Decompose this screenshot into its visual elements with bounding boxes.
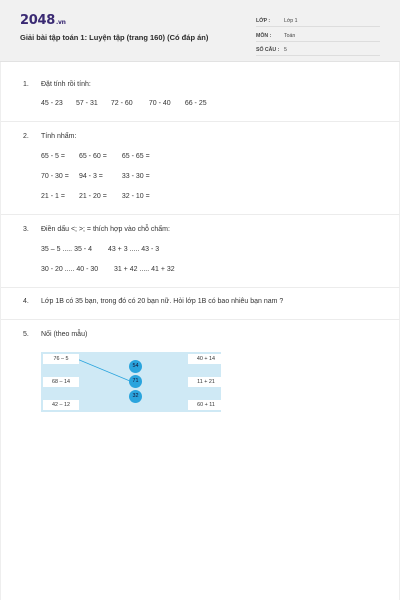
- expr: 72 - 60: [110, 100, 133, 107]
- expr: 70 - 30 =: [41, 173, 69, 180]
- expr: 21 - 1 =: [41, 193, 65, 200]
- meta-class-label: LỚP :: [256, 18, 271, 24]
- expr: 21 - 20 =: [78, 193, 107, 200]
- divider: [1, 319, 400, 320]
- question-1: [23, 81, 91, 88]
- compare-expr: 30 - 20 ..... 40 - 30: [41, 266, 99, 273]
- compare-expr: 35 – 5 ..... 35 - 4: [41, 246, 92, 253]
- answer-connector-line: [77, 359, 130, 381]
- question-3-row-1: [41, 246, 159, 253]
- page-title: Giải bài tập toán 1: Luyện tập (trang 160) (Có đáp án): [20, 33, 209, 42]
- question-4: [23, 298, 283, 305]
- document-header: [0, 0, 400, 62]
- compare-expr: 31 + 42 ..... 41 + 32: [113, 266, 175, 273]
- expr: 32 - 10 =: [121, 193, 150, 200]
- answer-ball[interactable]: 71: [129, 375, 142, 388]
- expr: 65 - 65 =: [121, 153, 150, 160]
- question-3-text: Điền dấu <; >; = thích hợp vào chỗ chấm:: [41, 226, 170, 233]
- exercise-content: [0, 62, 400, 600]
- meta-class: [256, 16, 380, 27]
- question-3-row-2: [41, 266, 175, 273]
- matching-panel: [41, 352, 221, 412]
- question-2-text: Tính nhẩm:: [41, 133, 77, 140]
- site-logo[interactable]: [20, 13, 66, 28]
- expr: 70 - 40: [148, 100, 171, 107]
- question-2-row-1: [41, 153, 150, 160]
- question-5-text: Nối (theo mẫu): [41, 331, 88, 338]
- answer-ball[interactable]: 54: [129, 360, 142, 373]
- right-expr-card[interactable]: 11 + 21: [188, 377, 224, 387]
- meta-count-value: 5: [284, 47, 287, 53]
- meta-subject: [256, 31, 380, 42]
- expr: 33 - 30 =: [121, 173, 150, 180]
- question-2-number: 2.: [23, 133, 29, 140]
- left-expr-card[interactable]: 76 – 5: [43, 354, 79, 364]
- question-1-number: 1.: [23, 81, 29, 88]
- divider: [1, 287, 400, 288]
- compare-expr: 43 + 3 ..... 43 - 3: [107, 246, 160, 253]
- expr: 66 - 25: [184, 100, 207, 107]
- question-3: [23, 226, 170, 233]
- question-3-number: 3.: [23, 226, 29, 233]
- question-5: [23, 331, 87, 338]
- right-expr-card[interactable]: 40 + 14: [188, 354, 224, 364]
- expr: 65 - 60 =: [78, 153, 107, 160]
- logo-tld: .vn: [55, 19, 66, 26]
- left-expr-card[interactable]: 68 – 14: [43, 377, 79, 387]
- answer-ball[interactable]: 32: [129, 390, 142, 403]
- question-2-row-3: [41, 193, 150, 200]
- divider: [1, 121, 400, 122]
- meta-count: [256, 45, 380, 56]
- meta-count-label: SỐ CÂU :: [256, 47, 280, 53]
- question-4-number: 4.: [23, 298, 29, 305]
- meta-class-value: Lớp 1: [284, 18, 298, 24]
- expr: 45 - 23: [41, 100, 63, 107]
- right-expr-card[interactable]: 60 + 11: [188, 400, 224, 410]
- logo-main: 2048: [20, 13, 55, 28]
- divider: [1, 214, 400, 215]
- meta-subject-value: Toán: [284, 33, 296, 39]
- meta-subject-label: MÔN :: [256, 33, 272, 39]
- expr: 94 - 3 =: [78, 173, 103, 180]
- expr: 57 - 31: [75, 100, 98, 107]
- question-2-row-2: [41, 173, 150, 180]
- left-expr-card[interactable]: 42 – 12: [43, 400, 79, 410]
- question-1-text: Đặt tính rồi tính:: [41, 81, 91, 88]
- question-1-row-1: [41, 100, 207, 107]
- question-2: [23, 133, 76, 140]
- expr: 65 - 5 =: [41, 153, 65, 160]
- question-5-number: 5.: [23, 331, 29, 338]
- question-4-text: Lớp 1B có 35 bạn, trong đó có 20 bạn nữ. Hỏi lớp 1B có bao nhiêu bạn nam ?: [41, 298, 284, 305]
